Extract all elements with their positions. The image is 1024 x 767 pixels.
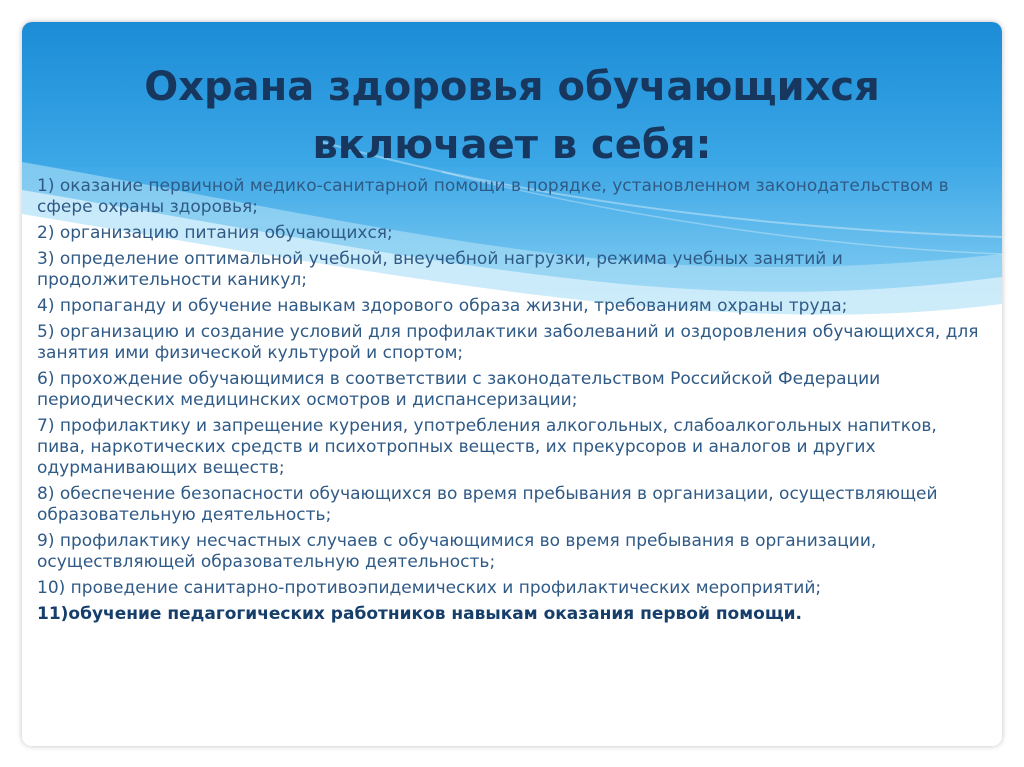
list-item-2: 2) организацию питания обучающихся; bbox=[37, 223, 393, 243]
page-title bbox=[22, 58, 1002, 174]
list-item-7: 7) профилактику и запрещение курения, употребления алкогольных, слабоалкогольных напитков, пива, наркотических средств и психотропных веществ, их прекурсоров и аналогов и других одурманивающих веществ; bbox=[37, 416, 937, 478]
list-item-1: 1) оказание первичной медико-санитарной помощи в порядке, установленном законодательством в сфере охраны здоровья; bbox=[37, 176, 949, 217]
title-line-2: включает в себя: bbox=[312, 122, 712, 168]
health-items-list bbox=[37, 176, 987, 630]
list-item-10: 10) проведение санитарно-противоэпидемических и профилактических мероприятий; bbox=[37, 578, 822, 598]
list-item-8: 8) обеспечение безопасности обучающихся во время пребывания в организации, осуществляющей образовательную деятельность; bbox=[37, 484, 938, 525]
title-line-1: Охрана здоровья обучающихся bbox=[144, 64, 880, 110]
list-item-9: 9) профилактику несчастных случаев с обучающимися во время пребывания в организации, осуществляющей образовательную деятельность; bbox=[37, 531, 877, 572]
list-item-3: 3) определение оптимальной учебной, внеучебной нагрузки, режима учебных занятий и продолжительности каникул; bbox=[37, 249, 843, 290]
list-item-5: 5) организацию и создание условий для профилактики заболеваний и оздоровления обучающихся, для занятия ими физической культурой и спортом; bbox=[37, 322, 979, 363]
slide bbox=[22, 22, 1002, 746]
list-item-4: 4) пропаганду и обучение навыкам здорового образа жизни, требованиям охраны труда; bbox=[37, 296, 848, 316]
list-item-11: 11)обучение педагогических работников навыкам оказания первой помощи. bbox=[37, 604, 802, 624]
list-item-6: 6) прохождение обучающимися в соответствии с законодательством Российской Федерации периодических медицинских осмотров и диспансеризации; bbox=[37, 369, 881, 410]
